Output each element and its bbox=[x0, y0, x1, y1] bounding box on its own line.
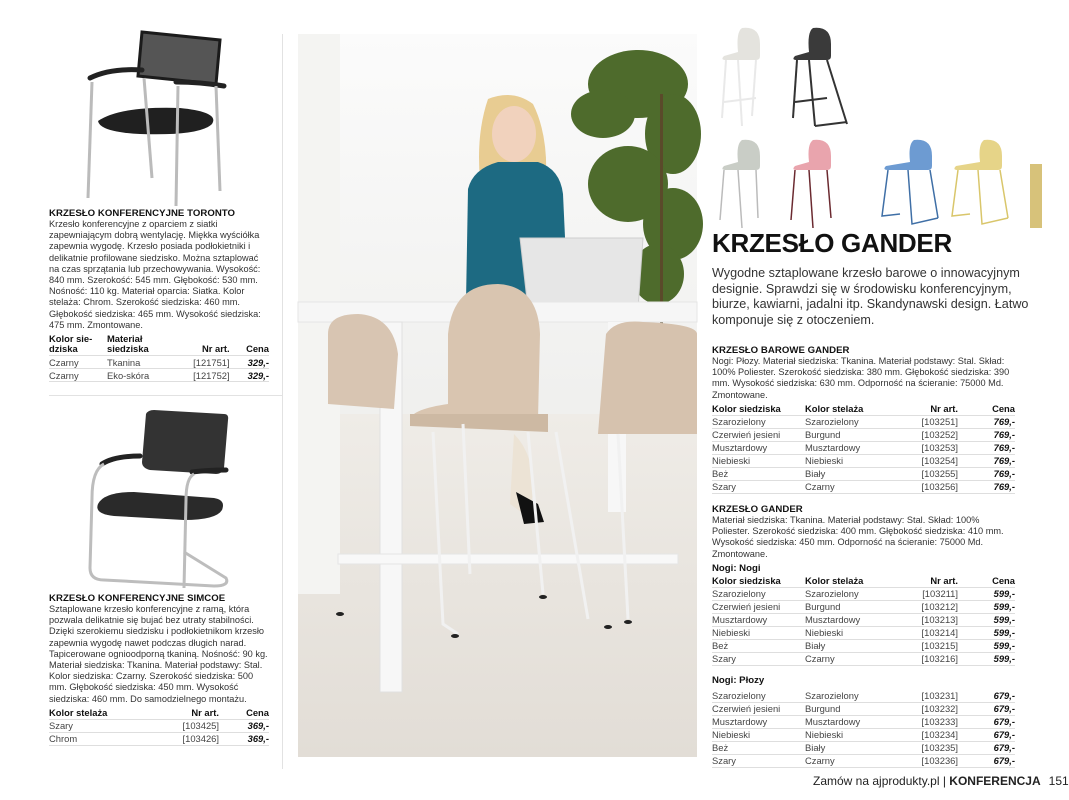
frame-color: Biały bbox=[805, 467, 895, 480]
table-row bbox=[49, 732, 269, 745]
art-no: [103256] bbox=[895, 480, 958, 493]
legs-type-label: Nogi: Nogi bbox=[712, 562, 761, 574]
seat-color: Musztardowy bbox=[712, 715, 805, 728]
gander-sled-price-table bbox=[712, 690, 1015, 768]
frame-color: Niebieski bbox=[805, 626, 895, 639]
chair-blue-image bbox=[878, 138, 948, 230]
seat-color: Czarny bbox=[49, 356, 107, 369]
art-no: [103212] bbox=[895, 600, 958, 613]
table-row bbox=[712, 626, 1015, 639]
art-no: [103236] bbox=[895, 754, 958, 767]
seat-color: Czerwień jesieni bbox=[712, 702, 805, 715]
header-art-no: Nr art. bbox=[167, 334, 230, 356]
price: 369,- bbox=[219, 732, 269, 745]
table-row bbox=[712, 702, 1015, 715]
art-no: [103215] bbox=[895, 639, 958, 652]
toronto-title: KRZESŁO KONFERENCYJNE TORONTO bbox=[49, 208, 236, 219]
price: 769,- bbox=[958, 480, 1015, 493]
header-seat-color: Kolor siedziska bbox=[712, 404, 805, 416]
gander-chair-title: KRZESŁO GANDER bbox=[712, 504, 803, 515]
gander-sled-rows bbox=[712, 690, 1015, 768]
gander-bar-rows bbox=[712, 415, 1015, 493]
frame-color: Musztardowy bbox=[805, 715, 895, 728]
table-row bbox=[712, 467, 1015, 480]
price: 599,- bbox=[958, 626, 1015, 639]
chair-sage-image bbox=[716, 138, 786, 230]
seat-color: Beż bbox=[712, 639, 805, 652]
price: 599,- bbox=[958, 652, 1015, 665]
price: 329,- bbox=[230, 356, 269, 369]
header-frame-color: Kolor stelaża bbox=[805, 404, 895, 416]
table-row bbox=[712, 715, 1015, 728]
table-row bbox=[49, 369, 269, 382]
table-row bbox=[712, 480, 1015, 493]
gander-bar-description: Nogi: Płozy. Materiał siedziska: Tkanina. Materiał podstawy: Stal. Skład: 100% Poliester. Szerokość siedziska: 380 mm. Głębokość siedziska: 390 mm. Wysokość siedziska: 630 mm. Odporność na ścieranie: 75000 Md. Zmontowane. bbox=[712, 356, 1010, 400]
seat-color: Szarozielony bbox=[712, 587, 805, 600]
frame-color: Szarozielony bbox=[805, 587, 895, 600]
price: 769,- bbox=[958, 415, 1015, 428]
gander-chair-price-table bbox=[712, 576, 1015, 666]
gander-chair-product bbox=[712, 504, 1015, 768]
price: 769,- bbox=[958, 428, 1015, 441]
price: 369,- bbox=[219, 719, 269, 732]
frame-color: Szary bbox=[49, 719, 154, 732]
seat-color: Beż bbox=[712, 741, 805, 754]
section-tab-marker bbox=[1030, 164, 1042, 228]
table-row bbox=[712, 613, 1015, 626]
frame-color: Czarny bbox=[805, 480, 895, 493]
frame-color: Niebieski bbox=[805, 728, 895, 741]
art-no: [103211] bbox=[895, 587, 958, 600]
price: 679,- bbox=[958, 715, 1015, 728]
page-number: 151 bbox=[1048, 774, 1069, 788]
section-divider bbox=[49, 395, 282, 396]
art-no: [103214] bbox=[895, 626, 958, 639]
table-row bbox=[712, 428, 1015, 441]
price: 599,- bbox=[958, 587, 1015, 600]
price: 769,- bbox=[958, 441, 1015, 454]
seat-color: Czerwień jesieni bbox=[712, 428, 805, 441]
table-row bbox=[712, 639, 1015, 652]
price: 679,- bbox=[958, 702, 1015, 715]
seat-material: Tkanina bbox=[107, 356, 167, 369]
page-title: KRZESŁO GANDER bbox=[712, 228, 952, 258]
price: 599,- bbox=[958, 639, 1015, 652]
art-no: [103213] bbox=[895, 613, 958, 626]
seat-color: Szarozielony bbox=[712, 690, 805, 703]
header-art-no: Nr art. bbox=[895, 404, 958, 416]
header-seat-material-1: Materiał bbox=[107, 333, 143, 345]
price: 679,- bbox=[958, 754, 1015, 767]
intro-text: Wygodne sztaplowane krzesło barowe o innowacyjnym designie. Sprawdzi się w środowisku konferencyjnym, biurze, kawiarni, jadalni itp. Skandynawski design. Łatwo komponuje się z otoczeniem. bbox=[712, 266, 1029, 327]
table-row bbox=[712, 690, 1015, 703]
art-no: [103235] bbox=[895, 741, 958, 754]
simcoe-price-table bbox=[49, 708, 269, 746]
table-row bbox=[712, 728, 1015, 741]
chair-pink-image bbox=[787, 138, 857, 230]
price: 599,- bbox=[958, 600, 1015, 613]
toronto-product bbox=[49, 208, 269, 382]
frame-color: Burgund bbox=[805, 600, 895, 613]
table-row bbox=[712, 754, 1015, 767]
seat-color: Musztardowy bbox=[712, 441, 805, 454]
header-art-no: Nr art. bbox=[895, 576, 958, 588]
art-no: [103252] bbox=[895, 428, 958, 441]
chair-mustard-image bbox=[948, 138, 1018, 230]
simcoe-chair-image bbox=[84, 408, 234, 593]
price: 769,- bbox=[958, 467, 1015, 480]
gander-chair-rows bbox=[712, 587, 1015, 665]
art-no: [103234] bbox=[895, 728, 958, 741]
seat-material: Eko-skóra bbox=[107, 369, 167, 382]
header-frame-color: Kolor stelaża bbox=[49, 708, 154, 720]
price: 329,- bbox=[230, 369, 269, 382]
seat-color: Szarozielony bbox=[712, 415, 805, 428]
table-row bbox=[712, 652, 1015, 665]
gander-bar-title: KRZESŁO BAROWE GANDER bbox=[712, 345, 850, 356]
table-row bbox=[712, 587, 1015, 600]
price: 679,- bbox=[958, 728, 1015, 741]
header-seat-material-2: siedziska bbox=[107, 343, 149, 355]
table-row bbox=[712, 441, 1015, 454]
seat-color: Szary bbox=[712, 754, 805, 767]
gander-bar-price-table bbox=[712, 404, 1015, 494]
header-price: Cena bbox=[958, 576, 1015, 588]
header-art-no: Nr art. bbox=[154, 708, 219, 720]
simcoe-product bbox=[49, 593, 269, 746]
frame-color: Biały bbox=[805, 639, 895, 652]
bar-stool-white-image bbox=[716, 26, 786, 128]
table-row bbox=[712, 454, 1015, 467]
table-row bbox=[49, 719, 269, 732]
frame-color: Niebieski bbox=[805, 454, 895, 467]
seat-color: Szary bbox=[712, 652, 805, 665]
art-no: [103254] bbox=[895, 454, 958, 467]
frame-color: Chrom bbox=[49, 732, 154, 745]
table-row bbox=[712, 600, 1015, 613]
frame-color: Musztardowy bbox=[805, 613, 895, 626]
gander-chair-description: Materiał siedziska: Tkanina. Materiał podstawy: Stal. Skład: 100% Poliester. Szerokość siedziska: 400 mm. Głębokość siedziska: 410 mm. Wysokość siedziska: 450 mm. Odporność na ścieranie: 75000 Md. Zmontowane. bbox=[712, 515, 1004, 559]
header-seat-color-2: dziska bbox=[49, 343, 78, 355]
header-price: Cena bbox=[219, 708, 269, 720]
seat-color: Niebieski bbox=[712, 626, 805, 639]
art-no: [103231] bbox=[895, 690, 958, 703]
frame-color: Szarozielony bbox=[805, 690, 895, 703]
toronto-price-table bbox=[49, 334, 269, 382]
price: 679,- bbox=[958, 690, 1015, 703]
simcoe-title: KRZESŁO KONFERENCYJNE SIMCOE bbox=[49, 593, 226, 604]
header-frame-color: Kolor stelaża bbox=[805, 576, 895, 588]
art-no: [121752] bbox=[167, 369, 230, 382]
toronto-chair-image bbox=[80, 26, 230, 206]
price: 679,- bbox=[958, 741, 1015, 754]
seat-color: Niebieski bbox=[712, 454, 805, 467]
seat-color: Musztardowy bbox=[712, 613, 805, 626]
header-seat-color-1: Kolor sie- bbox=[49, 333, 93, 345]
seat-color: Niebieski bbox=[712, 728, 805, 741]
frame-color: Burgund bbox=[805, 702, 895, 715]
art-no: [103216] bbox=[895, 652, 958, 665]
price: 599,- bbox=[958, 613, 1015, 626]
header-price: Cena bbox=[230, 334, 269, 356]
simcoe-description: Sztaplowane krzesło konferencyjne z ramą, która pozwala delikatnie się bujać bez utraty stabilności. Dzięki szerokiemu siedzisku i podłokietnikom krzesło zapewnia wygodę nawet podczas długich narad. Tapicerowane ognioodporną tkaniną. Nośność: 90 kg. Materiał siedziska: Tkanina. Materiał podstawy: Stal. Kolor siedziska: Czarny. Szerokość siedziska: 500 mm. Głębokość siedziska: 450 mm. Wysokość siedziska: 460 mm. Do samodzielnego montażu. bbox=[49, 604, 268, 704]
frame-color: Musztardowy bbox=[805, 441, 895, 454]
art-no: [103425] bbox=[154, 719, 219, 732]
table-row bbox=[712, 415, 1015, 428]
table-row bbox=[49, 356, 269, 369]
section-name: KONFERENCJA bbox=[949, 774, 1041, 788]
bar-stool-black-image bbox=[787, 26, 857, 128]
art-no: [103232] bbox=[895, 702, 958, 715]
table-row bbox=[712, 741, 1015, 754]
lifestyle-photo bbox=[298, 34, 697, 757]
seat-color: Beż bbox=[712, 467, 805, 480]
art-no: [121751] bbox=[167, 356, 230, 369]
seat-color: Szary bbox=[712, 480, 805, 493]
art-no: [103255] bbox=[895, 467, 958, 480]
column-divider bbox=[282, 34, 283, 769]
frame-color: Czarny bbox=[805, 754, 895, 767]
frame-color: Czarny bbox=[805, 652, 895, 665]
art-no: [103426] bbox=[154, 732, 219, 745]
frame-color: Burgund bbox=[805, 428, 895, 441]
page-footer bbox=[813, 774, 1069, 788]
art-no: [103251] bbox=[895, 415, 958, 428]
art-no: [103253] bbox=[895, 441, 958, 454]
header-price: Cena bbox=[958, 404, 1015, 416]
seat-color: Czarny bbox=[49, 369, 107, 382]
frame-color: Szarozielony bbox=[805, 415, 895, 428]
gander-bar-product bbox=[712, 345, 1015, 494]
seat-color: Czerwień jesieni bbox=[712, 600, 805, 613]
toronto-description: Krzesło konferencyjne z oparciem z siatki zapewniającym dobrą wentylację. Miękka wyściółka zapewnia wygodę. Krzesło posiada podłokietniki i delikatnie profilowane siedzisko. Można sztaplować na czas sprzątania lub przechowywania. Wysokość: 840 mm. Szerokość: 545 mm. Głębokość: 530 mm. Nośność: 110 kg. Materiał oparcia: Siatka. Kolor stelaża: Chrom. Szerokość siedziska: 460 mm. Głębokość siedziska: 465 mm. Wysokość siedziska: 475 mm. Zmontowane. bbox=[49, 219, 261, 330]
art-no: [103233] bbox=[895, 715, 958, 728]
office-scene-illustration bbox=[298, 34, 697, 757]
sled-legs-label: Nogi: Płozy bbox=[712, 674, 765, 686]
header-seat-color: Kolor siedziska bbox=[712, 576, 805, 588]
price: 769,- bbox=[958, 454, 1015, 467]
frame-color: Biały bbox=[805, 741, 895, 754]
order-text: Zamów na ajprodukty.pl | bbox=[813, 774, 950, 788]
